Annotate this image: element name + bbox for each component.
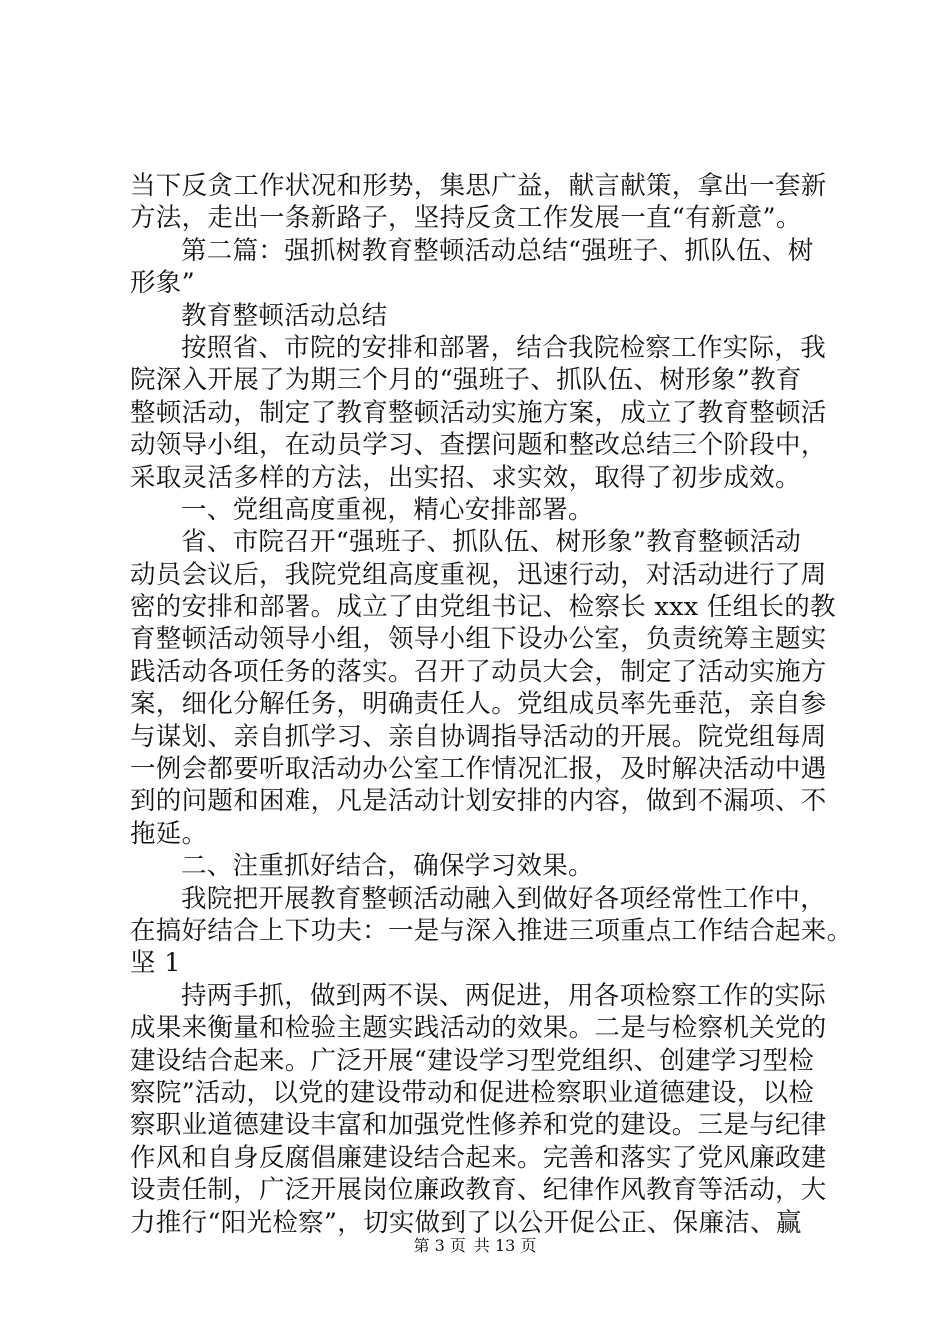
- text-line: 一、党组高度重视，精心安排部署。: [181, 494, 594, 525]
- text-line: 察职业道德建设丰富和加强党性修养和党的建设。三是与纪律: [130, 1110, 827, 1141]
- text-line: 第二篇：强抓树教育整顿活动总结“强班子、抓队伍、树: [181, 235, 814, 266]
- text-line: 察院”活动，以党的建设带动和促进检察职业道德建设，以检: [130, 1077, 815, 1108]
- text-line: 建设结合起来。广泛开展“建设学习型党组织、创建学习型检: [130, 1045, 815, 1076]
- text-line: 案，细化分解任务，明确责任人。党组成员率先垂范，亲自参: [130, 689, 827, 720]
- text-line: 按照省、市院的安排和部署，结合我院检察工作实际，我: [181, 332, 827, 363]
- text-line: 省、市院召开“强班子、抓队伍、树形象”教育整顿活动: [181, 527, 802, 558]
- text-line: 院深入开展了为期三个月的“强班子、抓队伍、树形象”教育: [130, 365, 802, 396]
- page-total: 共 13 页: [473, 1236, 537, 1255]
- page-number: 第 3 页: [413, 1236, 466, 1255]
- text-line: 一例会都要听取活动办公室工作情况汇报，及时解决活动中遇: [130, 754, 827, 785]
- text-line: 成果来衡量和检验主题实践活动的效果。二是与检察机关党的: [130, 1013, 827, 1044]
- text-line: 整顿活动，制定了教育整顿活动实施方案，成立了教育整顿活: [130, 397, 827, 428]
- text-line: 育整顿活动领导小组，领导小组下设办公室，负责统筹主题实: [130, 624, 827, 655]
- text-line: 设责任制，广泛开展岗位廉政教育、纪律作风教育等活动，大: [130, 1175, 827, 1206]
- text-line: 二、注重抓好结合，确保学习效果。: [181, 851, 594, 882]
- page-footer: [0, 1236, 950, 1256]
- text-line: 采取灵活多样的方法，出实招、求实效，取得了初步成效。: [130, 462, 801, 493]
- text-line: 方法，走出一条新路子，坚持反贪工作发展一直“有新意”。: [130, 203, 802, 234]
- text-line: 力推行“阳光检察”，切实做到了以公开促公正、保廉洁、赢: [130, 1207, 802, 1238]
- text-line: 教育整顿活动总结: [181, 300, 388, 331]
- text-line: 动领导小组，在动员学习、查摆问题和整改总结三个阶段中，: [130, 430, 827, 461]
- document-body: [130, 170, 853, 1239]
- text-line: 动员会议后，我院党组高度重视，迅速行动，对活动进行了周: [130, 559, 827, 590]
- text-line: 持两手抓，做到两不误、两促进，用各项检察工作的实际: [181, 980, 827, 1011]
- text-line: 形象”: [130, 268, 195, 299]
- text-line: 到的问题和困难，凡是活动计划安排的内容，做到不漏项、不: [130, 786, 827, 817]
- text-line: 在搞好结合上下功夫：一是与深入推进三项重点工作结合起来。: [130, 915, 853, 946]
- text-line: 拖延。: [130, 818, 208, 849]
- text-line: 与谋划、亲自抓学习、亲自协调指导活动的开展。院党组每周: [130, 721, 827, 752]
- text-line: 践活动各项任务的落实。召开了动员大会，制定了活动实施方: [130, 656, 827, 687]
- text-line: 坚 1: [130, 948, 181, 979]
- text-line: 作风和自身反腐倡廉建设结合起来。完善和落实了党风廉政建: [130, 1142, 827, 1173]
- text-line: 我院把开展教育整顿活动融入到做好各项经常性工作中，: [181, 883, 827, 914]
- text-line: 密的安排和部署。成立了由党组书记、检察长 xxx 任组长的教: [130, 592, 836, 623]
- text-line: 当下反贪工作状况和形势，集思广益，献言献策，拿出一套新: [130, 171, 827, 201]
